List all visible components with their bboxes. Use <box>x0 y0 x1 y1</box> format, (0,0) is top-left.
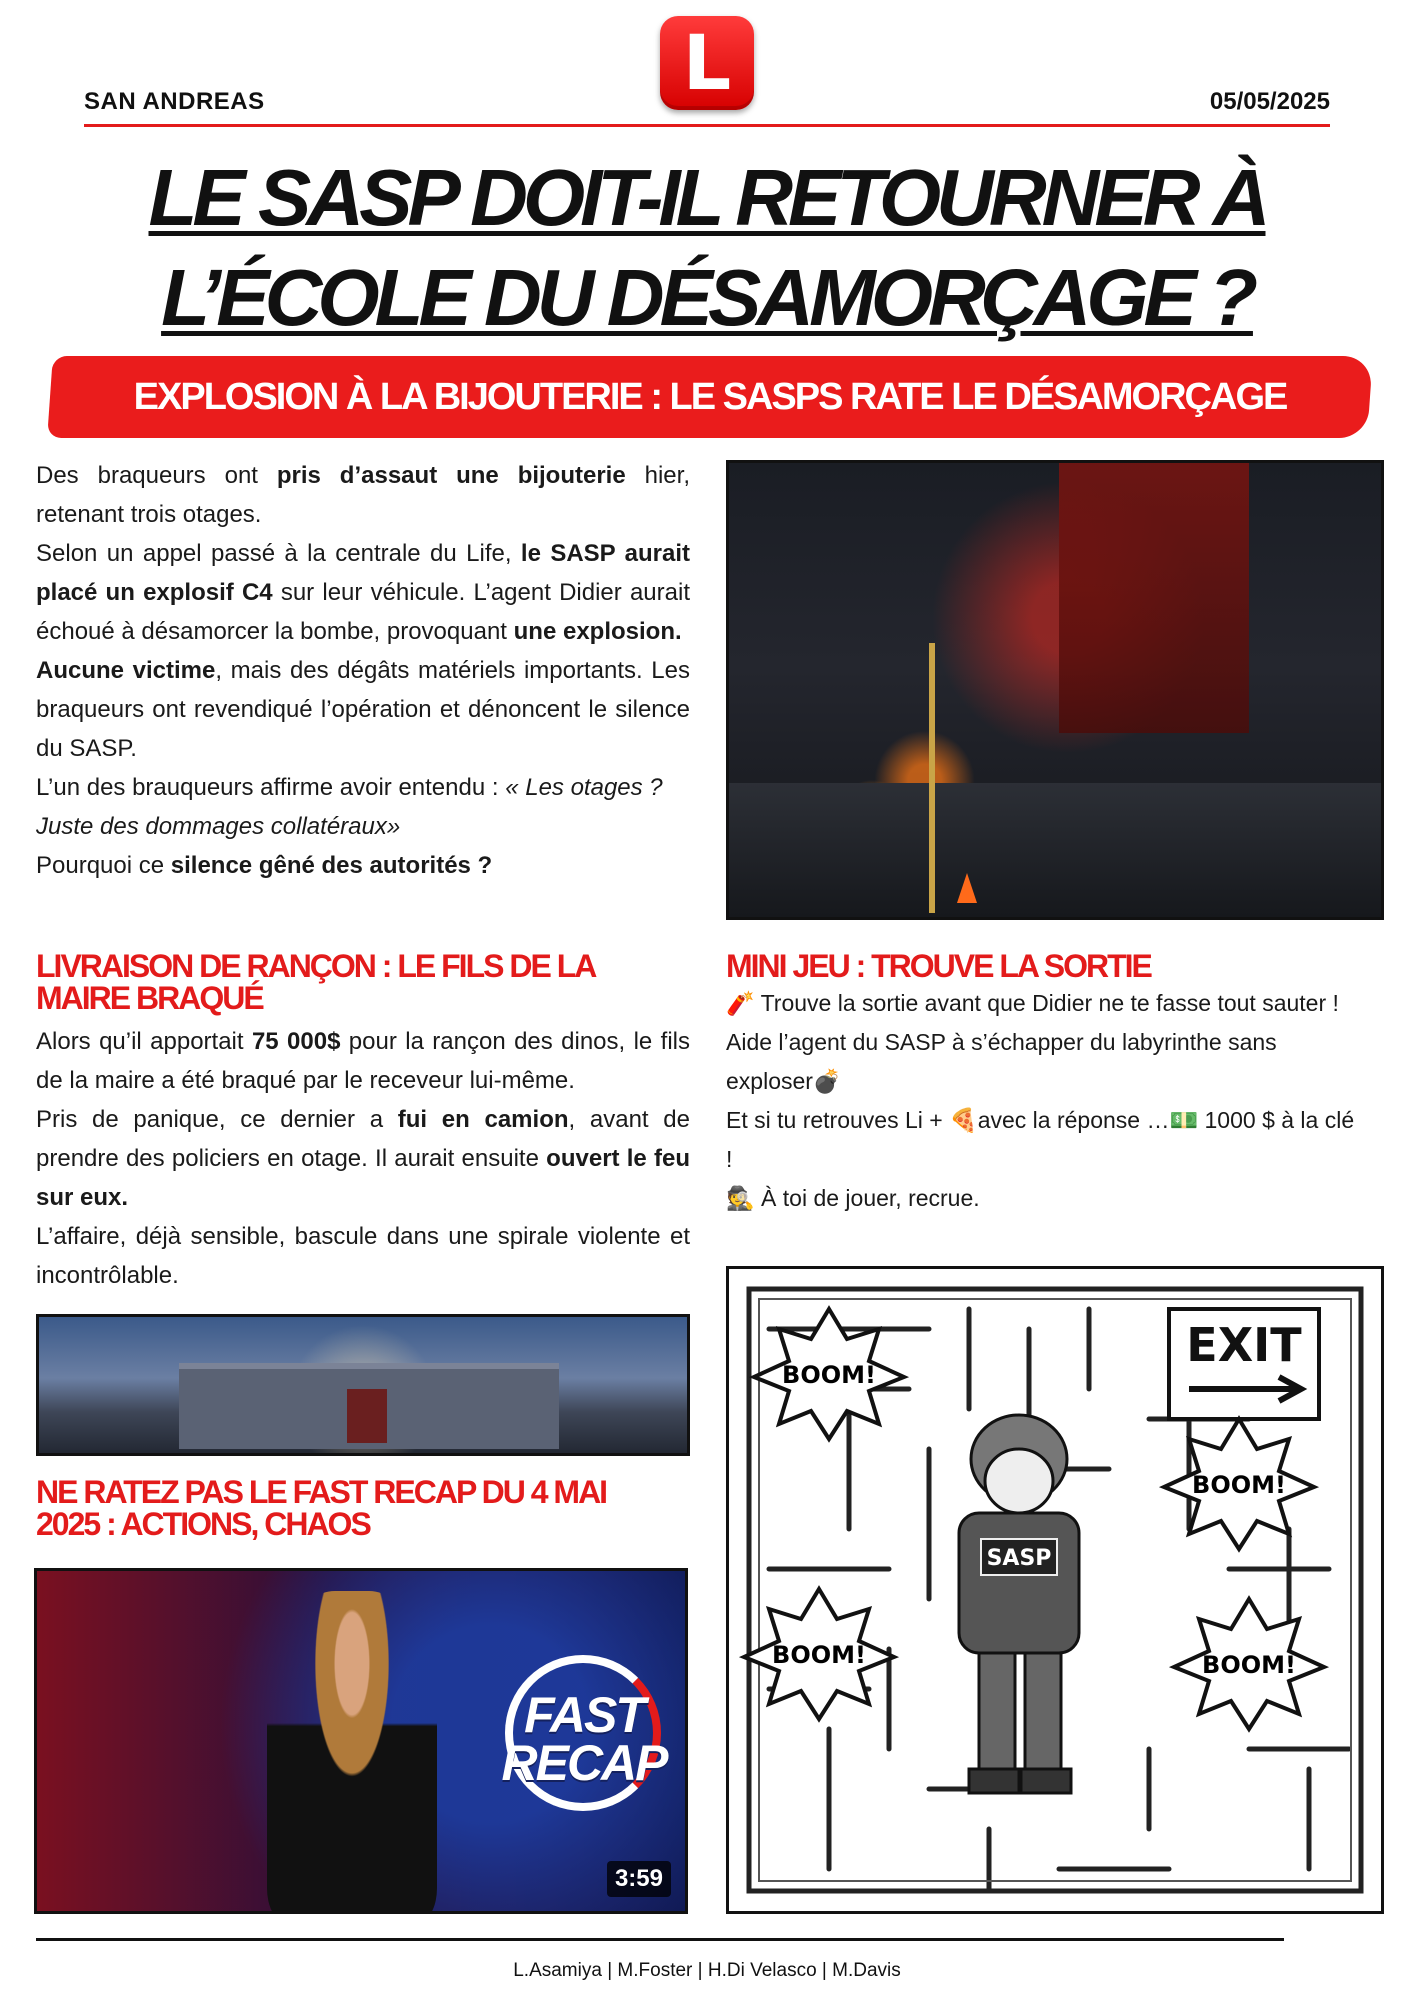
sasp-agent-figure <box>959 1415 1079 1793</box>
author-credits <box>36 1960 1378 1982</box>
red-facade <box>1059 463 1249 733</box>
paragraph: Des braqueurs ont pris d’assaut une bijouterie hier, retenant trois otages. <box>36 462 690 528</box>
video-duration: 3:59 <box>607 1861 671 1897</box>
article-rancon <box>36 1022 690 1295</box>
author-name: | H.Di Velasco <box>692 1960 816 1981</box>
paragraph: 🧨 Trouve la sortie avant que Didier ne te fasse tout sauter ! <box>726 990 1339 1016</box>
footer-divider <box>36 1938 1284 1941</box>
paragraph: Aucune victime, mais des dégâts matériels importants. Les braqueurs ont revendiqué l’opération et dénoncent le silence du SASP. <box>36 657 690 762</box>
exit-text: EXIT <box>1186 1318 1302 1372</box>
boom-burst <box>1174 1599 1324 1729</box>
section-title-mini-jeu: MINI JEU : TROUVE LA SORTIE <box>726 948 1151 984</box>
author-name: L.Asamiya <box>513 1960 602 1981</box>
section-title-rancon: LIVRAISON DE RANÇON : LE FILS DE LA MAIRE BRAQUÉ <box>36 948 595 1016</box>
sasp-badge: SASP <box>986 1546 1052 1571</box>
author-name: | M.Foster <box>602 1960 692 1981</box>
headline-line-2: L’ÉCOLE DU DÉSAMORÇAGE ? <box>161 253 1253 342</box>
author-name: | M.Davis <box>817 1960 901 1981</box>
issue-date: 05/05/2025 <box>1209 88 1330 115</box>
svg-text:BOOM!: BOOM! <box>1192 1471 1286 1499</box>
paragraph: Alors qu’il apportait 75 000$ pour la rançon des dinos, le fils de la maire a été braqué par le receveur lui-même. <box>36 1028 690 1094</box>
paragraph: Pris de panique, ce dernier a fui en camion, avant de prendre des policiers en otage. Il aurait ensuite ouvert le feu sur eux. <box>36 1106 691 1211</box>
paragraph: Et si tu retrouves Li + 🍕avec la réponse …💵 1000 $ à la clé ! <box>726 1107 1355 1172</box>
city-hall-photo <box>36 1314 690 1456</box>
svg-text:BOOM!: BOOM! <box>772 1641 866 1669</box>
fast-recap-video-thumbnail[interactable] <box>34 1568 688 1914</box>
maze-illustration[interactable] <box>726 1266 1384 1914</box>
region-label: SAN ANDREAS <box>84 88 265 115</box>
page-title <box>60 148 1354 348</box>
paragraph: L’affaire, déjà sensible, bascule dans une spirale violente et incontrôlable. <box>36 1223 690 1289</box>
logo-letter: L <box>682 18 732 107</box>
subheadline-text: EXPLOSION À LA BIJOUTERIE : LE SASPS RATE LE DÉSAMORÇAGE <box>133 376 1287 418</box>
svg-text:BOOM!: BOOM! <box>782 1361 876 1389</box>
jewelry-explosion-photo <box>726 460 1384 920</box>
article-bijouterie <box>36 456 690 885</box>
newspaper-logo <box>660 16 754 110</box>
mini-jeu-text <box>726 984 1366 1218</box>
paragraph: Aide l’agent du SASP à s’échapper du labyrinthe sans exploser💣 <box>726 1029 1277 1094</box>
presenter-figure <box>267 1591 437 1914</box>
street <box>729 783 1381 920</box>
section-title-fast-recap: NE RATEZ PAS LE FAST RECAP DU 4 MAI 2025 : ACTIONS, CHAOS <box>36 1474 607 1542</box>
maze-drawing <box>729 1269 1381 1911</box>
fast-recap-logo: FAST RECAP <box>501 1687 667 1791</box>
svg-text:BOOM!: BOOM! <box>1202 1651 1296 1679</box>
traffic-cone-icon <box>957 873 977 903</box>
paragraph: Pourquoi ce silence gêné des autorités ? <box>36 852 493 879</box>
headline-line-1: LE SASP DOIT-IL RETOURNER À <box>148 153 1266 242</box>
paragraph: L’un des brauqueurs affirme avoir entendu : « Les otages ? Juste des dommages collatéraux» <box>36 774 663 840</box>
header-divider <box>84 124 1330 127</box>
paragraph: Selon un appel passé à la centrale du Life, le SASP aurait placé un explosif C4 sur leur véhicule. L’agent Didier aurait échoué à désamorcer la bombe, provoquant une explosion. <box>36 540 690 645</box>
paragraph: 🕵 À toi de jouer, recrue. <box>726 1185 980 1211</box>
door-shape <box>347 1389 387 1443</box>
boom-burst <box>744 1589 894 1719</box>
street-pole <box>929 643 935 913</box>
